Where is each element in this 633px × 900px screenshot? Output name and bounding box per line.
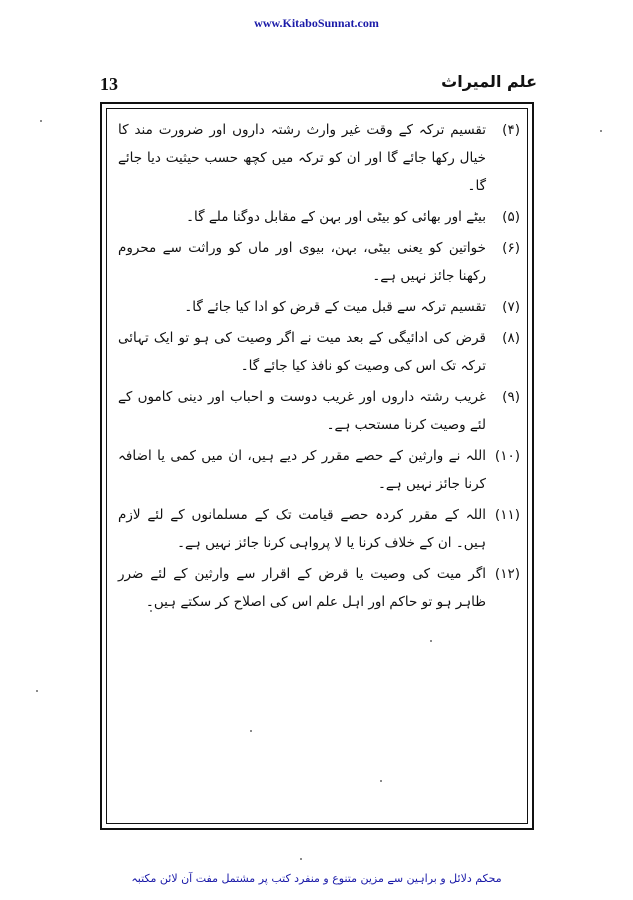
book-title: علم المیراث	[441, 72, 537, 91]
list-item	[118, 234, 520, 290]
item-number: (۹)	[502, 389, 520, 405]
scan-speck	[300, 858, 302, 860]
item-number: (۱۰)	[494, 448, 520, 464]
website-url[interactable]: www.KitaboSunnat.com	[254, 16, 379, 30]
item-text: اللہ نے وارثین کے حصے مقرر کر دیے ہیں، ان میں کمی یا اضافہ کرنا جائز نہیں ہے۔	[118, 448, 486, 492]
scan-speck	[250, 730, 252, 732]
footer-tagline: محکم دلائل و براہین سے مزین متنوع و منفرد کتب پر مشتمل مفت آن لائن مکتبہ	[131, 872, 502, 885]
scan-speck	[600, 130, 602, 132]
scan-speck	[150, 610, 152, 612]
scan-speck	[36, 690, 38, 692]
item-text: غریب رشتہ داروں اور غریب دوست و احباب اور دینی کاموں کے لئے وصیت کرنا مستحب ہے۔	[118, 389, 486, 433]
list-item	[118, 383, 520, 439]
rules-list	[118, 116, 520, 619]
item-number: (۷)	[502, 299, 520, 315]
item-text: تقسیم ترکہ کے وقت غیر وارث رشتہ داروں اور ضرورت مند کا خیال رکھا جائے گا اور ان کو ترکہ میں کچھ حسب حیثیت دیا جائے گا۔	[118, 122, 486, 194]
list-item	[118, 203, 520, 231]
item-number: (۱۲)	[494, 566, 520, 582]
item-text: اللہ کے مقرر کردہ حصے قیامت تک کے مسلمانوں کے لئے لازم ہیں۔ ان کے خلاف کرنا یا لا پرواہی کرنا جائز نہیں ہے۔	[118, 507, 486, 551]
item-number: (۵)	[502, 209, 520, 225]
item-text: بیٹے اور بھائی کو بیٹی اور بہن کے مقابل دوگنا ملے گا۔	[186, 209, 486, 225]
list-item	[118, 501, 520, 557]
page-number: 13	[100, 74, 118, 94]
item-number: (۱۱)	[494, 507, 520, 523]
scan-speck	[40, 120, 42, 122]
item-text: قرض کی ادائیگی کے بعد میت نے اگر وصیت کی ہو تو ایک تہائی ترکہ تک اس کی وصیت کو نافذ کیا جائے گا۔	[118, 330, 486, 374]
list-item	[118, 324, 520, 380]
list-item	[118, 560, 520, 616]
item-number: (۸)	[502, 330, 520, 346]
item-text: خواتین کو یعنی بیٹی، بہن، بیوی اور ماں کو وراثت سے محروم رکھنا جائز نہیں ہے۔	[118, 240, 486, 284]
item-text: تقسیم ترکہ سے قبل میت کے قرض کو ادا کیا جائے گا۔	[184, 299, 486, 315]
list-item	[118, 442, 520, 498]
list-item	[118, 293, 520, 321]
item-text: اگر میت کی وصیت یا قرض کے اقرار سے وارثین کے لئے ضرر ظاہر ہو تو حاکم اور اہل علم اس کی اصلاح کر سکتے ہیں۔	[118, 566, 486, 610]
item-number: (۶)	[502, 240, 520, 256]
item-number: (۴)	[502, 122, 520, 138]
scan-speck	[430, 640, 432, 642]
list-item	[118, 116, 520, 200]
scan-speck	[380, 780, 382, 782]
